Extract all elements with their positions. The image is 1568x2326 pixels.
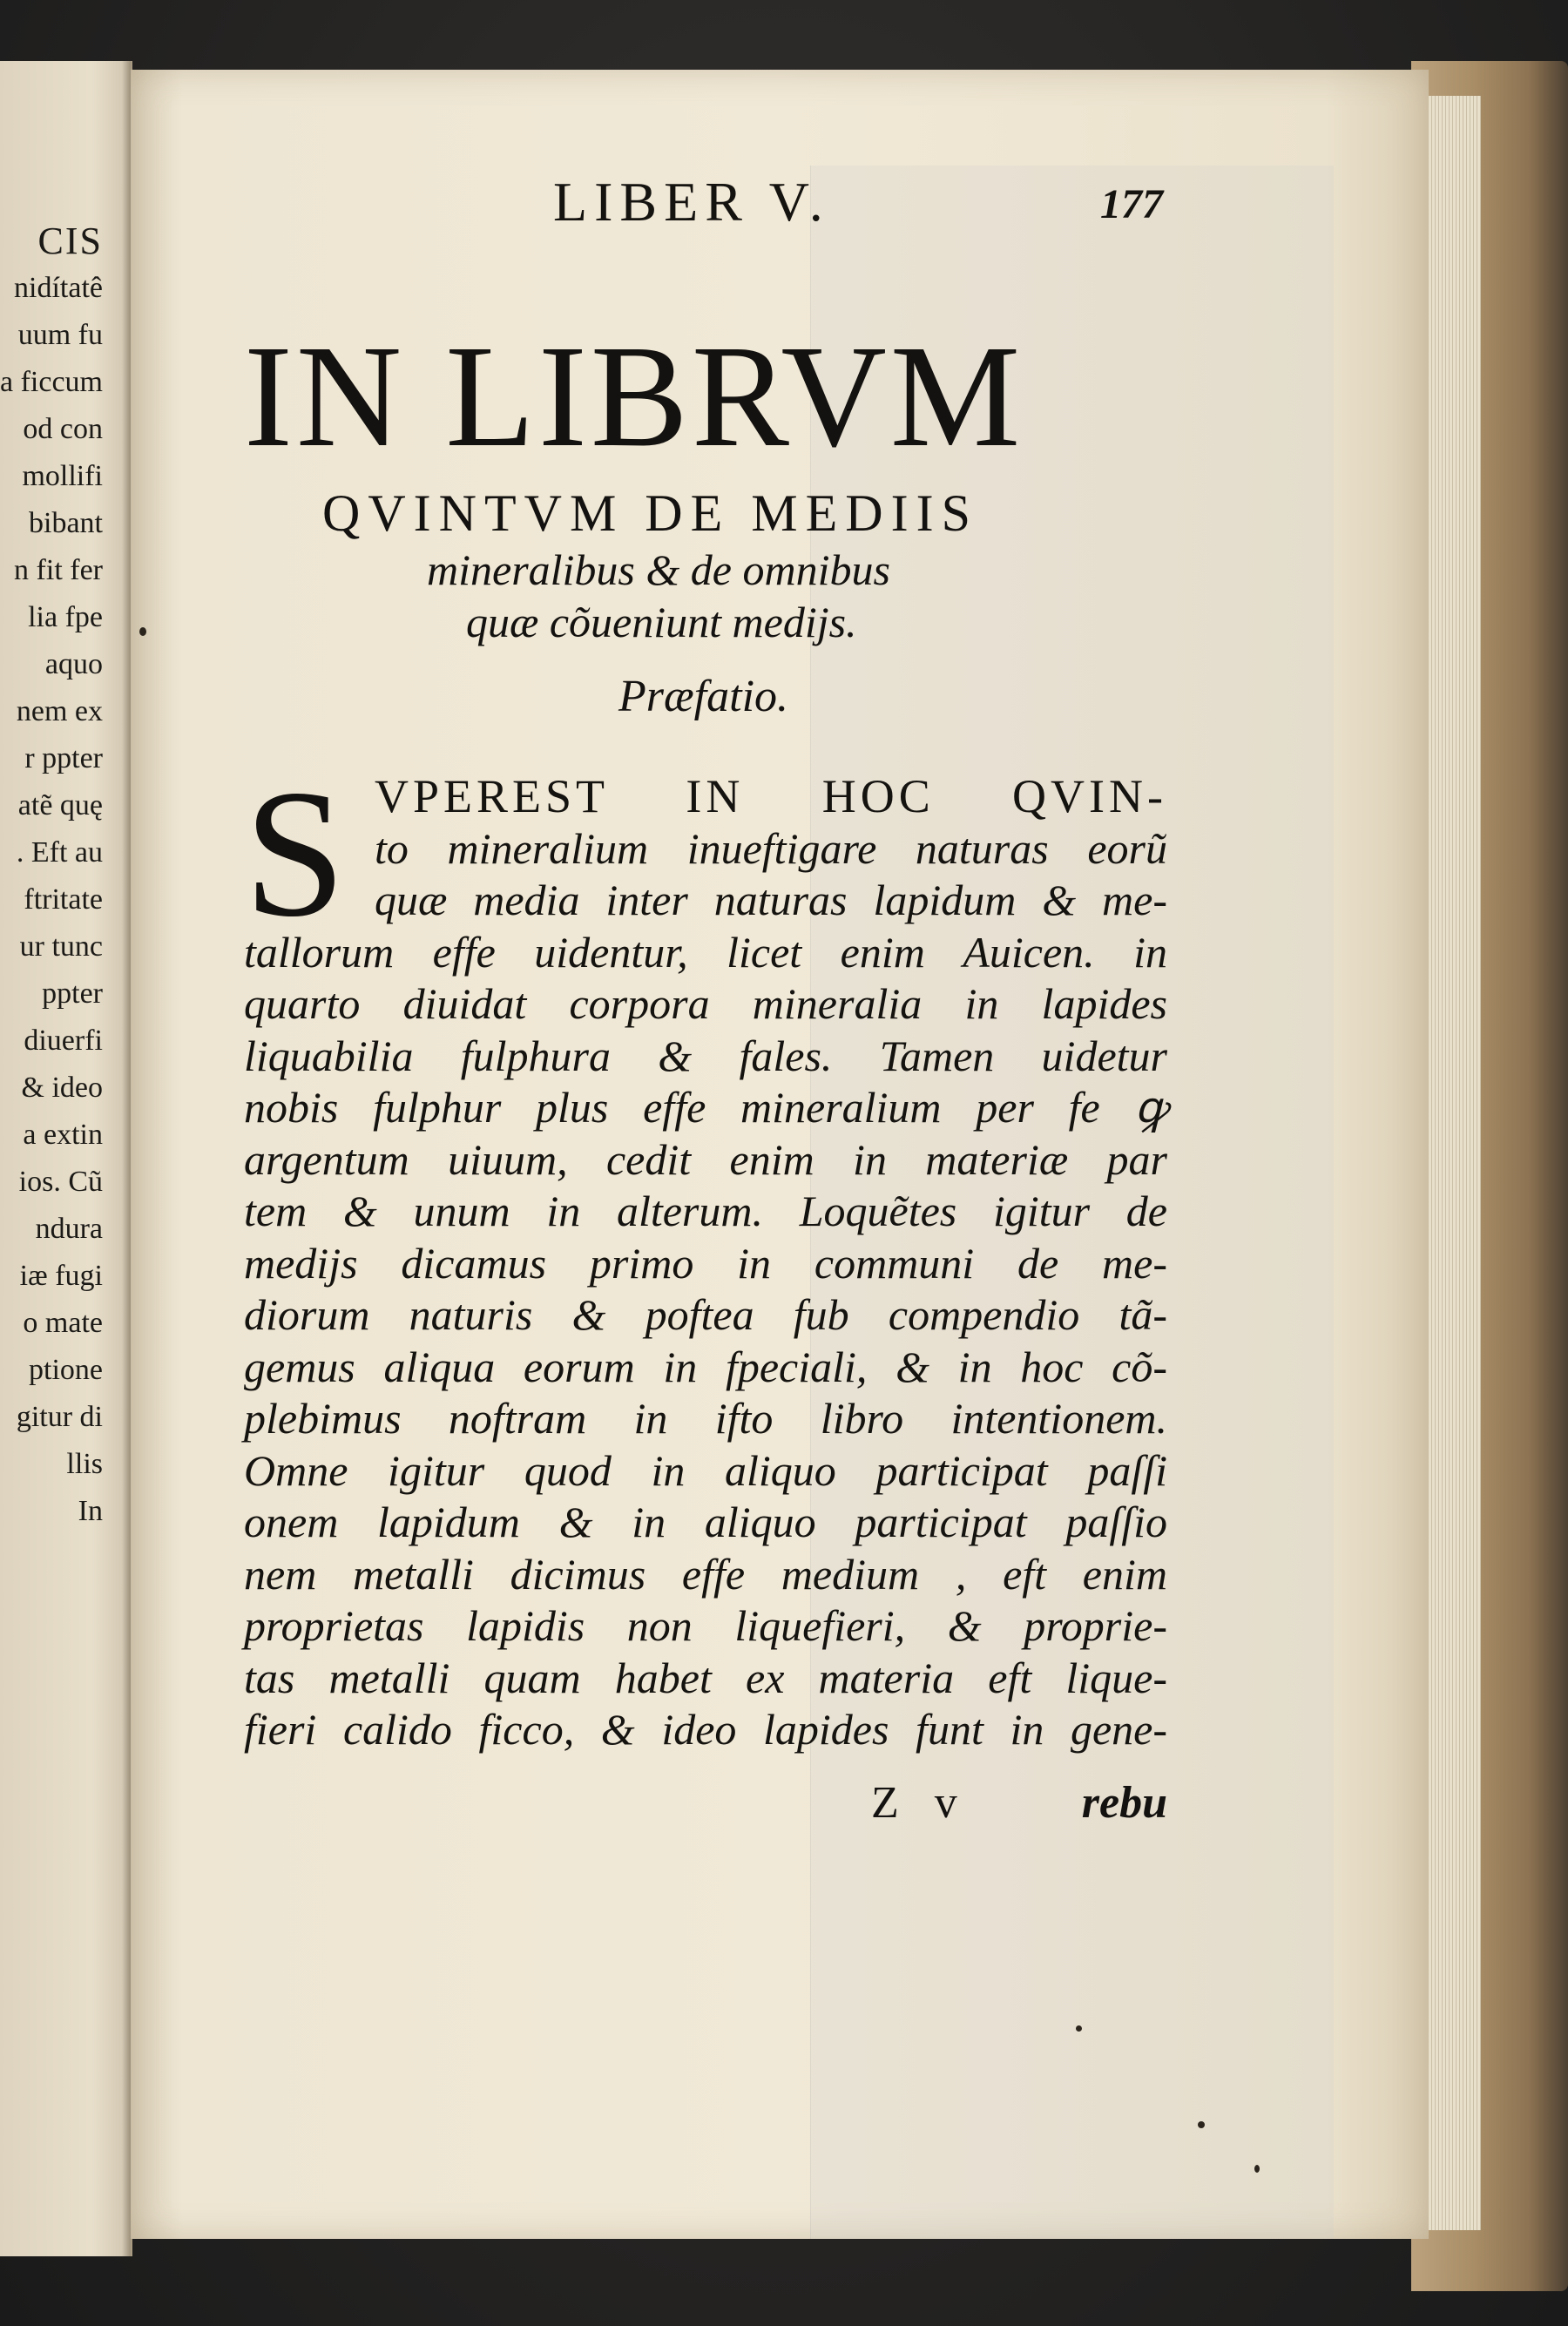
- gutter-shadow: [122, 61, 131, 2256]
- body-line: onem lapidum & in aliquo participat paſſio: [244, 1498, 1167, 1546]
- body-line: nem metalli dicimus effe medium , eft enim: [244, 1549, 1167, 1599]
- body-line: VPEREST IN HOC QVIN-: [375, 770, 1167, 822]
- left-page-line: ftritate: [24, 883, 103, 916]
- body-line: quarto diuidat corpora mineralia in lapides: [244, 979, 1167, 1028]
- body-line: nobis fulphur plus effe mineralium per fe ꝙ: [244, 1083, 1167, 1132]
- left-page-line: o mate: [23, 1307, 103, 1339]
- catchword: rebu: [1081, 1778, 1167, 1828]
- page-number: 177: [1100, 181, 1163, 227]
- body-line: liquabilia fulphura & fales. Tamen uidetur: [244, 1031, 1167, 1080]
- left-page-line: llis: [66, 1448, 103, 1480]
- body-line: proprietas lapidis non liquefieri, & proprie-: [244, 1601, 1167, 1650]
- drop-cap: S: [244, 753, 346, 955]
- running-head-title: LIBER V.: [553, 171, 830, 233]
- left-page-line: bibant: [29, 507, 103, 539]
- body-line: diorum naturis & poftea fub compendio tã-: [244, 1290, 1167, 1339]
- body-line: Omne igitur quod in aliquo participat paſſi: [244, 1445, 1167, 1495]
- body-line: gemus aliqua eorum in fpeciali, & in hoc cõ-: [244, 1342, 1167, 1391]
- catchwords: [871, 1777, 1167, 1829]
- ink-speck: [1198, 2121, 1205, 2128]
- left-page-line: n fit fer: [14, 554, 103, 586]
- body-text: [244, 771, 1167, 1756]
- body-line: fieri calido ficco, & ideo lapides funt in gene-: [244, 1705, 1167, 1754]
- body-line: plebimus noftram in ifto libro intentionem.: [244, 1394, 1167, 1443]
- left-page-line: nem ex: [16, 695, 103, 727]
- chapter-title: IN LIBRVM: [244, 315, 1024, 477]
- chapter-subtitle-line3: mineralibus & de omnibus: [427, 545, 890, 594]
- chapter-subtitle: QVINTVM DE MEDIIS: [322, 484, 978, 542]
- left-page-line: diuerfi: [24, 1024, 103, 1057]
- body-line: tas metalli quam habet ex materia eft lique-: [244, 1653, 1167, 1702]
- left-page-line: . Eft au: [16, 836, 103, 869]
- left-page-line: r ppter: [24, 742, 103, 774]
- left-page-line: ur tunc: [19, 930, 103, 963]
- left-page-text: [0, 218, 103, 1535]
- section-heading: Præfatio.: [618, 672, 789, 721]
- ink-speck: [1254, 2165, 1260, 2173]
- running-head: [436, 170, 1176, 248]
- left-page-line: nidítatê: [14, 272, 103, 304]
- left-page-line: ios. Cũ: [18, 1166, 103, 1198]
- left-page-line: od con: [23, 413, 103, 445]
- left-page-line: gitur di: [16, 1401, 103, 1433]
- left-page: [0, 61, 132, 2256]
- ink-speck: [1076, 2025, 1082, 2032]
- left-page-line: a extin: [23, 1119, 103, 1151]
- signature-mark: Z v: [871, 1778, 970, 1828]
- left-page-line: ptione: [29, 1354, 103, 1386]
- left-page-line: ndura: [35, 1213, 103, 1245]
- left-page-line: iæ fugi: [19, 1260, 103, 1292]
- chapter-subtitle-line4: quæ cõueniunt medijs.: [466, 598, 857, 646]
- body-line: argentum uiuum, cedit enim in materiæ par: [244, 1134, 1167, 1184]
- left-page-line: uum fu: [17, 319, 103, 351]
- left-page-line: ppter: [42, 977, 103, 1010]
- left-page-line: CIS: [37, 220, 103, 262]
- left-page-line: atẽ quę: [17, 789, 103, 822]
- ink-speck: [139, 627, 146, 636]
- left-page-line: a ficcum: [0, 366, 103, 398]
- body-line: tem & unum in alterum. Loquẽtes igitur de: [244, 1187, 1167, 1235]
- left-page-line: & ideo: [21, 1072, 103, 1104]
- body-line: medijs dicamus primo in communi de me-: [244, 1238, 1167, 1288]
- left-page-line: lia fpe: [28, 601, 103, 633]
- left-page-line: aquo: [44, 648, 103, 680]
- body-line: to mineralium inueftigare naturas eorũ: [375, 823, 1167, 873]
- body-line: quæ media inter naturas lapidum & me-: [375, 876, 1167, 924]
- body-line: tallorum effe uidentur, licet enim Auicen. in: [244, 927, 1167, 977]
- left-page-line: In: [78, 1495, 103, 1527]
- left-page-line: mollifi: [22, 460, 103, 492]
